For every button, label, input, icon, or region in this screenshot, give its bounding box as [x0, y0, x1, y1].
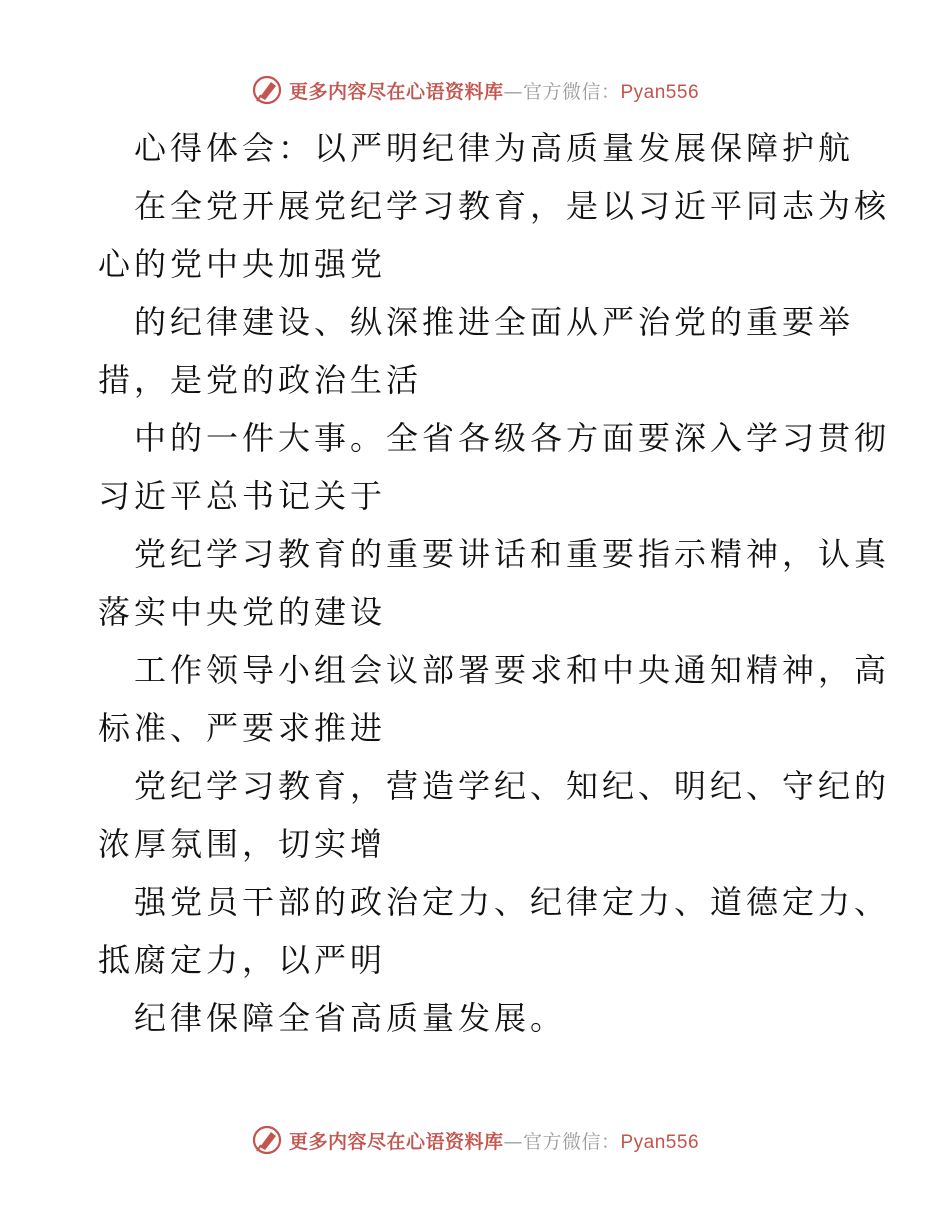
- footer-banner: [0, 1120, 950, 1160]
- pen-nib-circle-icon: [251, 1124, 283, 1156]
- header-site-text: 更多内容尽在心语资料库: [288, 80, 504, 103]
- paragraph-line: 措，是党的政治生活: [98, 361, 423, 399]
- paragraph-line: 党纪学习教育的重要讲话和重要指示精神，认真: [134, 535, 891, 573]
- paragraph-line: 强党员干部的政治定力、纪律定力、道德定力、: [134, 883, 891, 921]
- paragraph-line: 纪律保障全省高质量发展。: [134, 999, 567, 1037]
- header-banner: [0, 70, 950, 110]
- paragraph-line: 党纪学习教育，营造学纪、知纪、明纪、守纪的: [134, 767, 891, 805]
- footer-site-text: 更多内容尽在心语资料库: [288, 1130, 504, 1153]
- footer-separator: —: [503, 1130, 523, 1153]
- paragraph-line: 抵腐定力，以严明: [98, 941, 387, 979]
- paragraph-line: 工作领导小组会议部署要求和中央通知精神，高: [134, 651, 891, 689]
- footer-wechat-label: 官方微信：: [522, 1130, 621, 1153]
- paragraph-line: 浓厚氛围，切实增: [98, 825, 387, 863]
- document-title: 心得体会：以严明纪律为高质量发展保障护航: [134, 129, 855, 167]
- header-separator: —: [503, 80, 523, 103]
- paragraph-line: 在全党开展党纪学习教育，是以习近平同志为核: [134, 187, 891, 225]
- pen-nib-circle-icon: [251, 74, 283, 106]
- paragraph-line: 习近平总书记关于: [98, 477, 387, 515]
- paragraph-line: 落实中央党的建设: [98, 593, 387, 631]
- paragraph-line: 的纪律建设、纵深推进全面从严治党的重要举: [134, 303, 855, 341]
- paragraph-line: 标准、严要求推进: [98, 709, 387, 747]
- header-banner-text: [289, 77, 699, 104]
- header-wechat-id: Pyan556: [620, 81, 700, 103]
- paragraph-line: 中的一件大事。全省各级各方面要深入学习贯彻: [134, 419, 891, 457]
- footer-wechat-id: Pyan556: [620, 1131, 700, 1153]
- paragraph-line: 心的党中央加强党: [98, 245, 387, 283]
- header-wechat-label: 官方微信：: [522, 80, 621, 103]
- footer-banner-text: [289, 1127, 699, 1154]
